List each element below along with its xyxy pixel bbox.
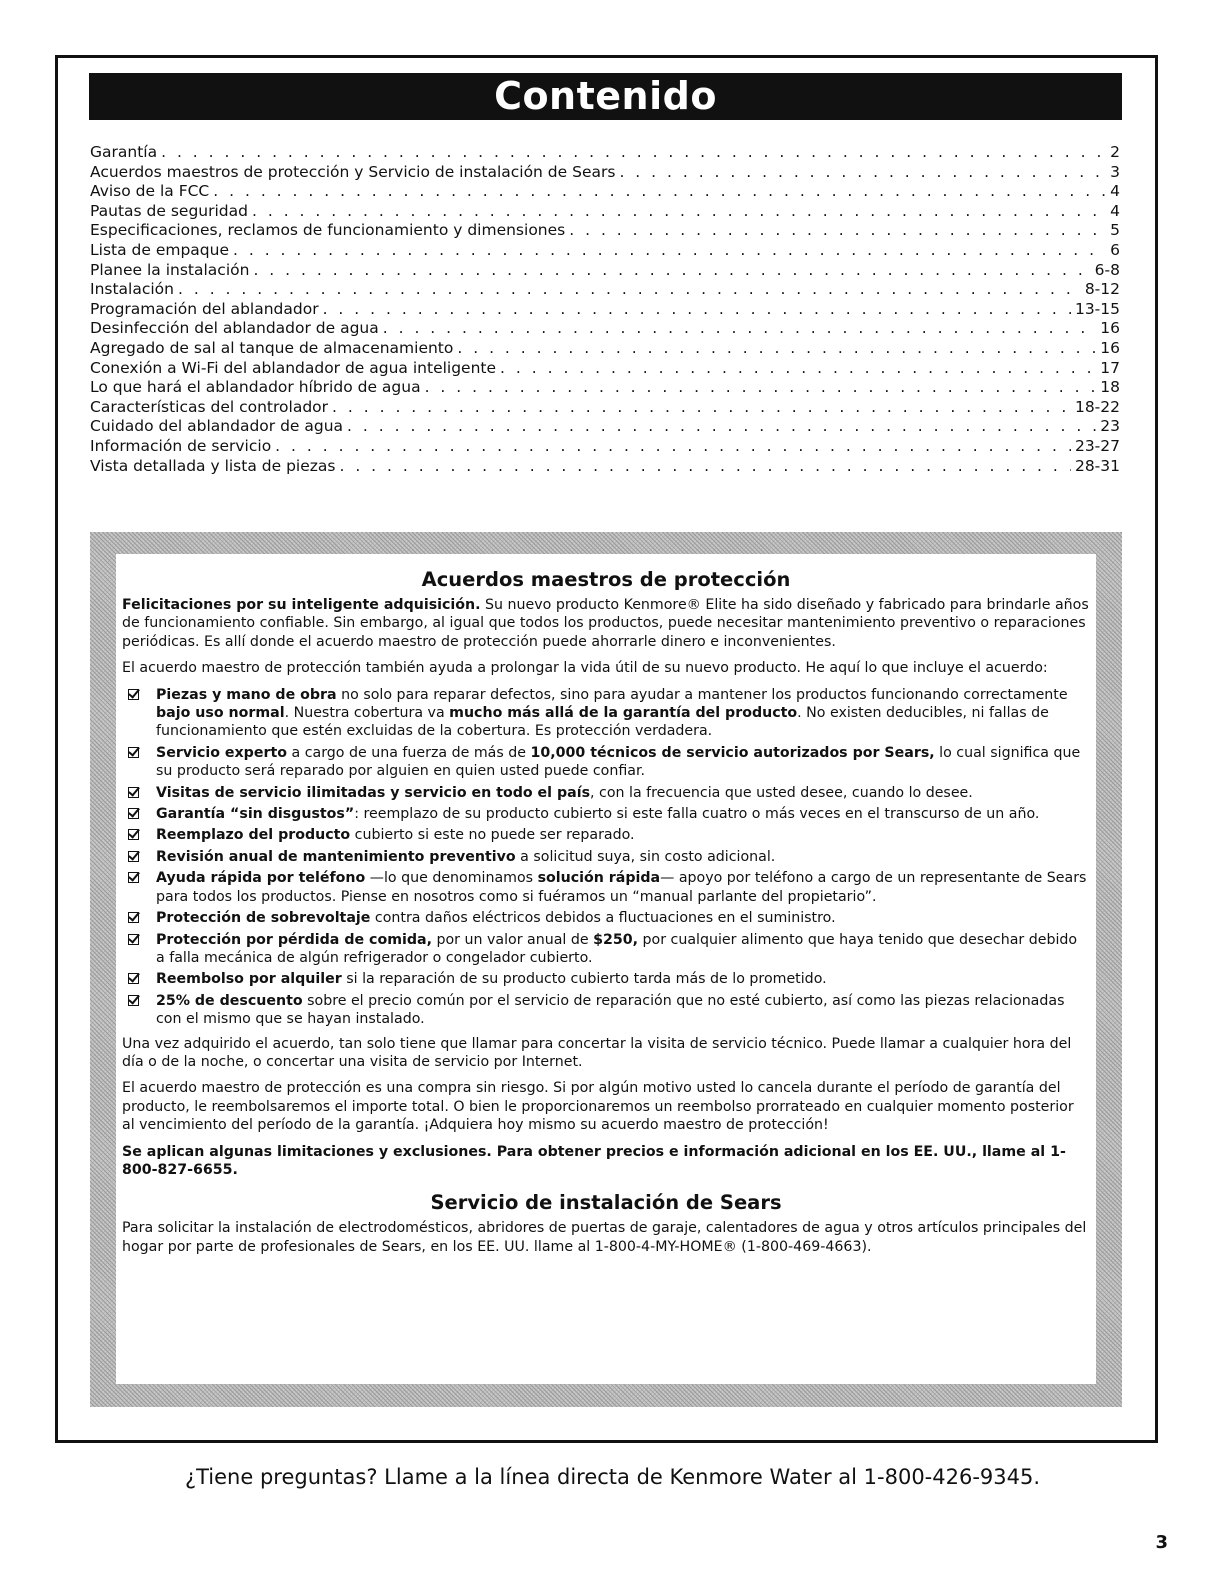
- toc-entry: [90, 163, 1120, 183]
- toc-entry-page: 3: [1110, 162, 1120, 181]
- toc-entry-title: Conexión a Wi-Fi del ablandador de agua inteligente: [90, 358, 497, 377]
- toc-entry-title: Programación del ablandador: [90, 299, 319, 318]
- toc-entry: [90, 182, 1120, 202]
- toc-entry: [90, 300, 1120, 320]
- benefit-bold-text: 25% de descuento: [156, 992, 303, 1009]
- benefit-text: , con la frecuencia que usted desee, cuando lo desee.: [590, 784, 973, 801]
- checkbox-checked-icon: [128, 934, 139, 945]
- checkbox-checked-icon: [128, 912, 139, 923]
- benefit-text: — apoyo por teléfono a cargo de un representante de Sears para todos los productos. Piense en nosotros como si fuéramos un “manual parlante del propietario”.: [156, 870, 1087, 905]
- checkbox-checked-icon: [128, 851, 139, 862]
- toc-dot-leader: [457, 339, 1096, 359]
- toc-entry: [90, 143, 1120, 163]
- toc-entry: [90, 261, 1120, 281]
- benefit-text: contra daños eléctricos debidos a fluctuaciones en el suministro.: [370, 910, 836, 927]
- protection-limitations: Se aplican algunas limitaciones y exclusiones. Para obtener precios e información adicional en los EE. UU., llame al 1-800-827-6655.: [122, 1143, 1066, 1178]
- benefit-item: [122, 826, 1090, 844]
- benefit-bold-text: Garantía “sin disgustos”: [156, 806, 355, 823]
- benefit-bold-text: mucho más allá de la garantía del producto: [449, 705, 798, 722]
- toc-entry-page: 18: [1100, 378, 1120, 397]
- toc-entry-title: Cuidado del ablandador de agua: [90, 417, 344, 436]
- benefit-item: [122, 805, 1090, 823]
- toc-entry-page: 28-31: [1074, 456, 1120, 475]
- benefit-text: sobre el precio común por el servicio de reparación que no esté cubierto, así como las piezas relacionadas con el mismo que se hayan instalado.: [156, 992, 1065, 1028]
- benefit-bold-text: Reemplazo del producto: [156, 827, 351, 844]
- toc-dot-leader: [332, 398, 1071, 418]
- checkbox-checked-icon: [128, 787, 139, 798]
- page-number: 3: [1155, 1532, 1168, 1553]
- toc-dot-leader: [347, 417, 1096, 437]
- toc-entry-page: 13-15: [1074, 299, 1120, 318]
- benefit-bold-text: bajo uso normal: [156, 705, 285, 722]
- toc-entry-title: Pautas de seguridad: [90, 201, 248, 220]
- toc-entry-title: Planee la instalación: [90, 260, 250, 279]
- benefit-list: [122, 686, 1090, 1029]
- benefit-text: —lo que denominamos: [365, 870, 538, 887]
- toc-entry-page: 6: [1110, 240, 1120, 259]
- toc-entry-title: Garantía: [90, 143, 158, 161]
- toc-dot-leader: [253, 261, 1090, 281]
- toc-entry-title: Aviso de la FCC: [90, 182, 210, 201]
- toc-entry-page: 18-22: [1074, 397, 1120, 416]
- toc-dot-leader: [233, 241, 1106, 261]
- checkbox-checked-icon: [128, 747, 139, 758]
- benefit-item: [122, 744, 1090, 781]
- toc-entry-page: 5: [1110, 221, 1120, 240]
- checkbox-checked-icon: [128, 995, 139, 1006]
- protection-call-paragraph: Una vez adquirido el acuerdo, tan solo tiene que llamar para concertar la visita de servicio técnico. Puede llamar a cualquier hora del día o de la noche, o concertar una visita de servicio por Internet.: [122, 1035, 1072, 1070]
- checkbox-checked-icon: [128, 808, 139, 819]
- protection-panel-content: [116, 554, 1096, 1384]
- toc-entry-page: 4: [1110, 182, 1120, 201]
- toc-dot-leader: [275, 437, 1071, 457]
- toc-dot-leader: [252, 202, 1106, 222]
- toc-entry-page: 16: [1100, 319, 1120, 338]
- toc-entry-page: 16: [1100, 338, 1120, 357]
- benefit-bold-text: Reembolso por alquiler: [156, 971, 342, 988]
- benefit-item: [122, 992, 1090, 1029]
- benefit-bold-text: Ayuda rápida por teléfono: [156, 870, 366, 887]
- toc-entry: [90, 221, 1120, 241]
- benefit-bold-text: 10,000 técnicos de servicio autorizados por Sears,: [530, 744, 935, 761]
- toc-entry: [90, 378, 1120, 398]
- benefit-item: [122, 909, 1090, 927]
- protection-intro-bold: Felicitaciones por su inteligente adquisición.: [122, 597, 481, 613]
- toc-entry-title: Acuerdos maestros de protección y Servicio de instalación de Sears: [90, 162, 616, 181]
- toc-dot-leader: [500, 359, 1096, 379]
- benefit-bold-text: Protección por pérdida de comida,: [156, 931, 432, 948]
- toc-entry-page: 8-12: [1084, 280, 1120, 299]
- table-of-contents: [90, 143, 1120, 476]
- toc-entry-title: Agregado de sal al tanque de almacenamiento: [90, 338, 454, 357]
- toc-entry: [90, 241, 1120, 261]
- benefit-text: : reemplazo de su producto cubierto si este falla cuatro o más veces en el transcurso de un año.: [354, 806, 1040, 823]
- toc-entry: [90, 339, 1120, 359]
- installation-text: Para solicitar la instalación de electrodomésticos, abridores de puertas de garaje, calentadores de agua y otros artículos principales del hogar por parte de profesionales de Sears, en los EE. UU. llame al 1-800-4-MY-HOME® (1-800-469-4663).: [122, 1220, 1087, 1255]
- toc-entry-page: 23-27: [1074, 436, 1120, 455]
- toc-entry-title: Vista detallada y lista de piezas: [90, 456, 336, 475]
- toc-entry-page: 17: [1100, 358, 1120, 377]
- toc-entry-page: 2: [1110, 143, 1120, 161]
- benefit-text: cubierto si este no puede ser reparado.: [350, 827, 635, 844]
- toc-entry-page: 6-8: [1094, 260, 1120, 279]
- toc-dot-leader: [619, 163, 1106, 183]
- benefit-item: [122, 784, 1090, 802]
- toc-entry-title: Especificaciones, reclamos de funcionamiento y dimensiones: [90, 221, 566, 240]
- hotline-text: ¿Tiene preguntas? Llame a la línea directa de Kenmore Water al 1-800-426-9345.: [184, 1465, 1041, 1489]
- checkbox-checked-icon: [128, 872, 139, 883]
- benefit-item: [122, 970, 1090, 988]
- benefit-bold-text: Protección de sobrevoltaje: [156, 910, 371, 927]
- toc-entry-title: Desinfección del ablandador de agua: [90, 319, 379, 338]
- benefit-bold-text: Visitas de servicio ilimitadas y servicio en todo el país: [156, 784, 591, 801]
- toc-entry: [90, 417, 1120, 437]
- benefit-bold-text: Piezas y mano de obra: [156, 686, 337, 703]
- benefit-text: a cargo de una fuerza de más de: [287, 744, 531, 761]
- installation-heading: Servicio de instalación de Sears: [430, 1191, 782, 1215]
- toc-dot-leader: [213, 182, 1106, 202]
- page-title: Contenido: [89, 73, 1122, 120]
- toc-entry-page: 23: [1100, 417, 1120, 436]
- toc-dot-leader: [161, 143, 1106, 163]
- toc-entry-page: 4: [1110, 201, 1120, 220]
- toc-dot-leader: [339, 457, 1070, 477]
- benefit-bold-text: Revisión anual de mantenimiento preventivo: [156, 848, 516, 865]
- toc-entry: [90, 457, 1120, 477]
- benefit-text: lo cual significa que su producto será reparado por alguien en quien usted puede confiar.: [156, 744, 1081, 780]
- checkbox-checked-icon: [128, 973, 139, 984]
- protection-panel: [90, 532, 1122, 1407]
- protection-riskfree-paragraph: El acuerdo maestro de protección es una compra sin riesgo. Si por algún motivo usted lo cancela durante el período de garantía del producto, le reembolsaremos el importe total. O bien le proporcionaremos un reembolso prorrateado en cualquier momento posterior al vencimiento del período de la garantía. ¡Adquiera hoy mismo su acuerdo maestro de protección!: [122, 1080, 1074, 1134]
- toc-entry-title: Instalación: [90, 280, 174, 299]
- benefit-text: por un valor anual de: [431, 931, 594, 948]
- checkbox-checked-icon: [128, 689, 139, 700]
- protection-includes: El acuerdo maestro de protección también ayuda a prolongar la vida útil de su nuevo producto. He aquí lo que incluye el acuerdo:: [122, 660, 1048, 677]
- toc-entry: [90, 398, 1120, 418]
- toc-dot-leader: [383, 319, 1097, 339]
- toc-entry-title: Información de servicio: [90, 436, 272, 455]
- checkbox-checked-icon: [128, 829, 139, 840]
- benefit-bold-text: $250,: [593, 931, 639, 948]
- benefit-text: por cualquier alimento que haya tenido que desechar debido a falla mecánica de algún refrigerador o congelador cubierto.: [156, 931, 1078, 966]
- benefit-item: [122, 869, 1090, 906]
- benefit-item: [122, 931, 1090, 968]
- protection-intro-text: Su nuevo producto Kenmore® Elite ha sido diseñado y fabricado para brindarle años de funcionamiento confiable. Sin embargo, al igual que todos los productos, puede necesitar mantenimiento preventivo o reparaciones periódicas. Es allí donde el acuerdo maestro de protección puede ahorrarle dinero e inconvenientes.: [122, 597, 1089, 650]
- benefit-item: [122, 848, 1090, 866]
- benefit-bold-text: solución rápida: [537, 870, 661, 887]
- toc-dot-leader: [425, 378, 1097, 398]
- toc-entry-title: Lista de empaque: [90, 240, 229, 259]
- toc-dot-leader: [569, 221, 1106, 241]
- protection-heading: Acuerdos maestros de protección: [421, 568, 791, 591]
- benefit-item: [122, 686, 1090, 741]
- toc-entry: [90, 437, 1120, 457]
- benefit-text: . Nuestra cobertura va: [284, 705, 450, 722]
- benefit-bold-text: Servicio experto: [156, 744, 287, 761]
- toc-entry: [90, 319, 1120, 339]
- benefit-text: no solo para reparar defectos, sino para ayudar a mantener los productos funcionando correctamente: [336, 686, 1068, 703]
- benefit-text: . No existen deducibles, ni fallas de funcionamiento que estén excluidas de la cobertura. Es protección verdadera.: [156, 705, 1049, 740]
- toc-entry-title: Lo que hará el ablandador híbrido de agua: [90, 378, 421, 397]
- toc-dot-leader: [178, 280, 1081, 300]
- toc-entry-title: Características del controlador: [90, 397, 329, 416]
- toc-entry: [90, 359, 1120, 379]
- toc-dot-leader: [323, 300, 1071, 320]
- toc-entry: [90, 202, 1120, 222]
- benefit-text: a solicitud suya, sin costo adicional.: [515, 848, 776, 865]
- protection-intro: [122, 596, 1090, 651]
- benefit-text: si la reparación de su producto cubierto tarda más de lo prometido.: [341, 971, 827, 988]
- toc-entry: [90, 280, 1120, 300]
